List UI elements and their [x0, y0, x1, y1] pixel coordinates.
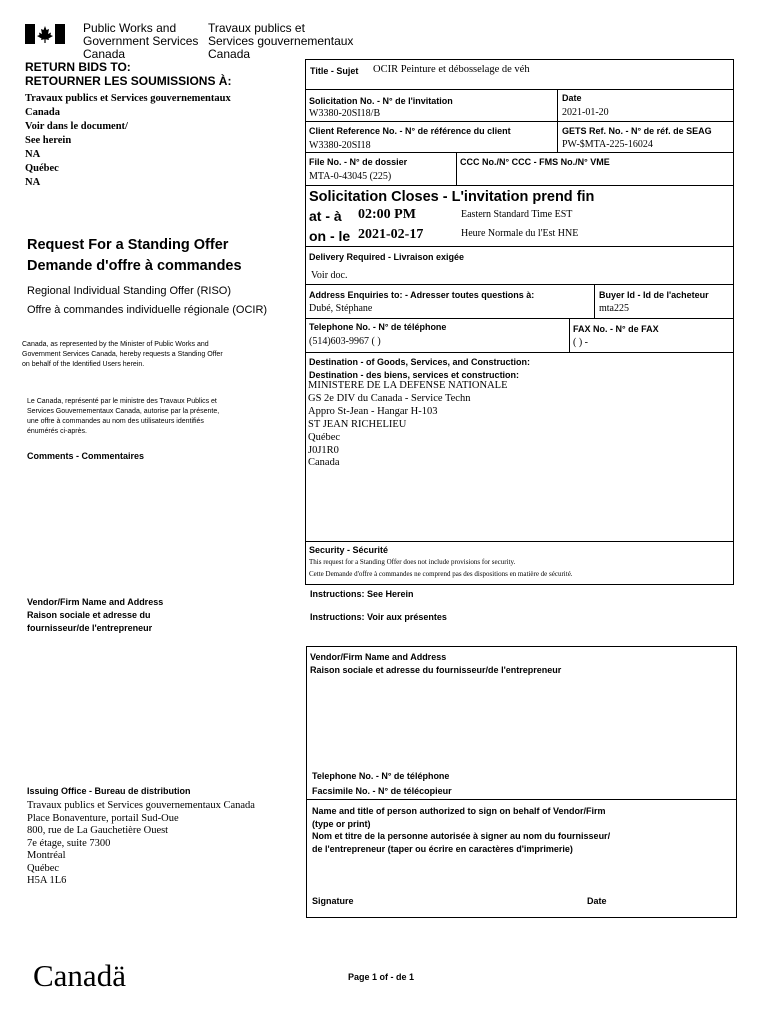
department-name-fr: Travaux publics et Services gouvernementaux Canada	[208, 21, 354, 61]
signature-label: Signature	[312, 896, 354, 906]
closing-date-value: 2021-02-17	[358, 227, 424, 242]
security-text-fr: Cette Demande d'offre à commandes ne comprend pas des dispositions en matière de sécurité.	[309, 570, 573, 578]
date-value: 2021-01-20	[562, 107, 609, 118]
fax-label: FAX No. - N° de FAX	[573, 324, 659, 334]
solicitation-closes-title: Solicitation Closes - L'invitation prend fin	[309, 189, 595, 205]
vendor-facsimile-label: Facsimile No. - N° de télécopieur	[312, 786, 452, 796]
destination-label: Destination - of Goods, Services, and Construction: Destination - des biens, services et construction:	[309, 357, 531, 380]
request-type: Regional Individual Standing Offer (RISO) Offre à commandes individuelle régionale (OCIR)	[27, 285, 268, 316]
closes-on-label: on - le	[309, 228, 351, 244]
department-name-en: Public Works and Government Services Canada	[83, 21, 199, 61]
canada-wordmark: Canadä	[33, 958, 126, 993]
address-enquiries-label: Address Enquiries to: - Adresser toutes questions à:	[309, 290, 535, 300]
authorized-person-label: Name and title of person authorized to sign on behalf of Vendor/Firm (type or print) Nom et titre de la personne autorisée à signer au nom du fournisseur/ de l'entrepreneur (taper ou écrire en caractères d'imprimerie)	[312, 806, 611, 855]
instructions-en: Instructions: See Herein	[310, 589, 414, 599]
vendor-telephone-label: Telephone No. - N° de téléphone	[312, 771, 450, 781]
security-text-en: This request for a Standing Offer does not include provisions for security.	[309, 558, 516, 566]
timezone-fr: Heure Normale du l'Est HNE	[461, 228, 579, 239]
telephone-value: (514)603-9967 ( )	[309, 336, 381, 347]
destination-address: MINISTERE DE LA DEFENSE NATIONALE GS 2e DIV du Canada - Service Techn Appro St-Jean - Hangar H-103 ST JEAN RICHELIEU Québec J0J1R0 Canada	[308, 380, 508, 469]
date-label: Date	[562, 93, 582, 103]
closes-at-label: at - à	[309, 208, 342, 224]
title-value: OCIR Peinture et débosselage de véh	[373, 64, 530, 75]
solicitation-number-label: Solicitation No. - N° de l'invitation	[309, 96, 453, 106]
signature-date-label: Date	[587, 896, 607, 906]
issuing-office-address: Travaux publics et Services gouvernementaux Canada Place Bonaventure, portail Sud-Oue 800, rue de La Gauchetière Ouest 7e étage, suite 7300 Montréal Québec H5A 1L6	[27, 800, 255, 886]
instructions-fr: Instructions: Voir aux présentes	[310, 612, 447, 622]
page-number: Page 1 of - de 1	[348, 972, 415, 982]
closing-time-value: 02:00 PM	[358, 207, 416, 222]
ccc-number-label: CCC No./N° CCC - FMS No./N° VME	[460, 157, 610, 167]
title-label: Title - Sujet	[310, 66, 359, 76]
solicitation-number-value: W3380-20SI18/B	[309, 108, 381, 119]
government-flag-logo	[25, 24, 65, 44]
gets-reference-value: PW-$MTA-225-16024	[562, 139, 653, 150]
client-reference-value: W3380-20SI18	[309, 140, 371, 151]
client-reference-label: Client Reference No. - N° de référence du client	[309, 126, 511, 136]
request-title: Request For a Standing Offer Demande d'offre à commandes	[27, 237, 242, 274]
delivery-required-label: Delivery Required - Livraison exigée	[309, 252, 465, 262]
file-number-label: File No. - N° de dossier	[309, 157, 408, 167]
vendor-box	[306, 646, 737, 918]
issuing-office-label: Issuing Office - Bureau de distribution	[27, 786, 191, 796]
statement-en: Canada, as represented by the Minister of Public Works and Government Services Canada, hereby requests a Standing Offer on behalf of the Identified Users herein.	[22, 341, 223, 368]
buyer-id-label: Buyer Id - Id de l'acheteur	[599, 290, 709, 300]
buyer-id-value: mta225	[599, 303, 629, 314]
return-bids-title: RETURN BIDS TO: RETOURNER LES SOUMISSIONS À:	[25, 60, 232, 88]
statement-fr: Le Canada, représenté par le ministre des Travaux Publics et Services Gouvernementaux Canada, autorise par la présente, une offre à commandes au nom des utilisateurs identifiés énumérés ci-après.	[27, 398, 220, 435]
timezone-en: Eastern Standard Time EST	[461, 209, 573, 220]
security-label: Security - Sécurité	[309, 545, 389, 555]
delivery-required-value: Voir doc.	[311, 270, 348, 281]
vendor-name-address-label: Vendor/Firm Name and Address Raison sociale et adresse du fournisseur/de l'entrepreneur	[27, 597, 164, 633]
file-number-value: MTA-0-43045 (225)	[309, 171, 392, 182]
vendor-box-label: Vendor/Firm Name and Address Raison sociale et adresse du fournisseur/de l'entrepreneur	[310, 652, 562, 675]
comments-label: Comments - Commentaires	[27, 451, 145, 461]
gets-reference-label: GETS Ref. No. - N° de réf. de SEAG	[562, 126, 712, 136]
address-enquiries-value: Dubé, Stéphane	[309, 303, 373, 314]
return-bids-address: Travaux publics et Services gouvernementaux Canada Voir dans le document/ See herein NA Québec NA	[25, 93, 231, 188]
telephone-label: Telephone No. - N° de téléphone	[309, 322, 447, 332]
fax-value: ( ) -	[573, 337, 588, 348]
